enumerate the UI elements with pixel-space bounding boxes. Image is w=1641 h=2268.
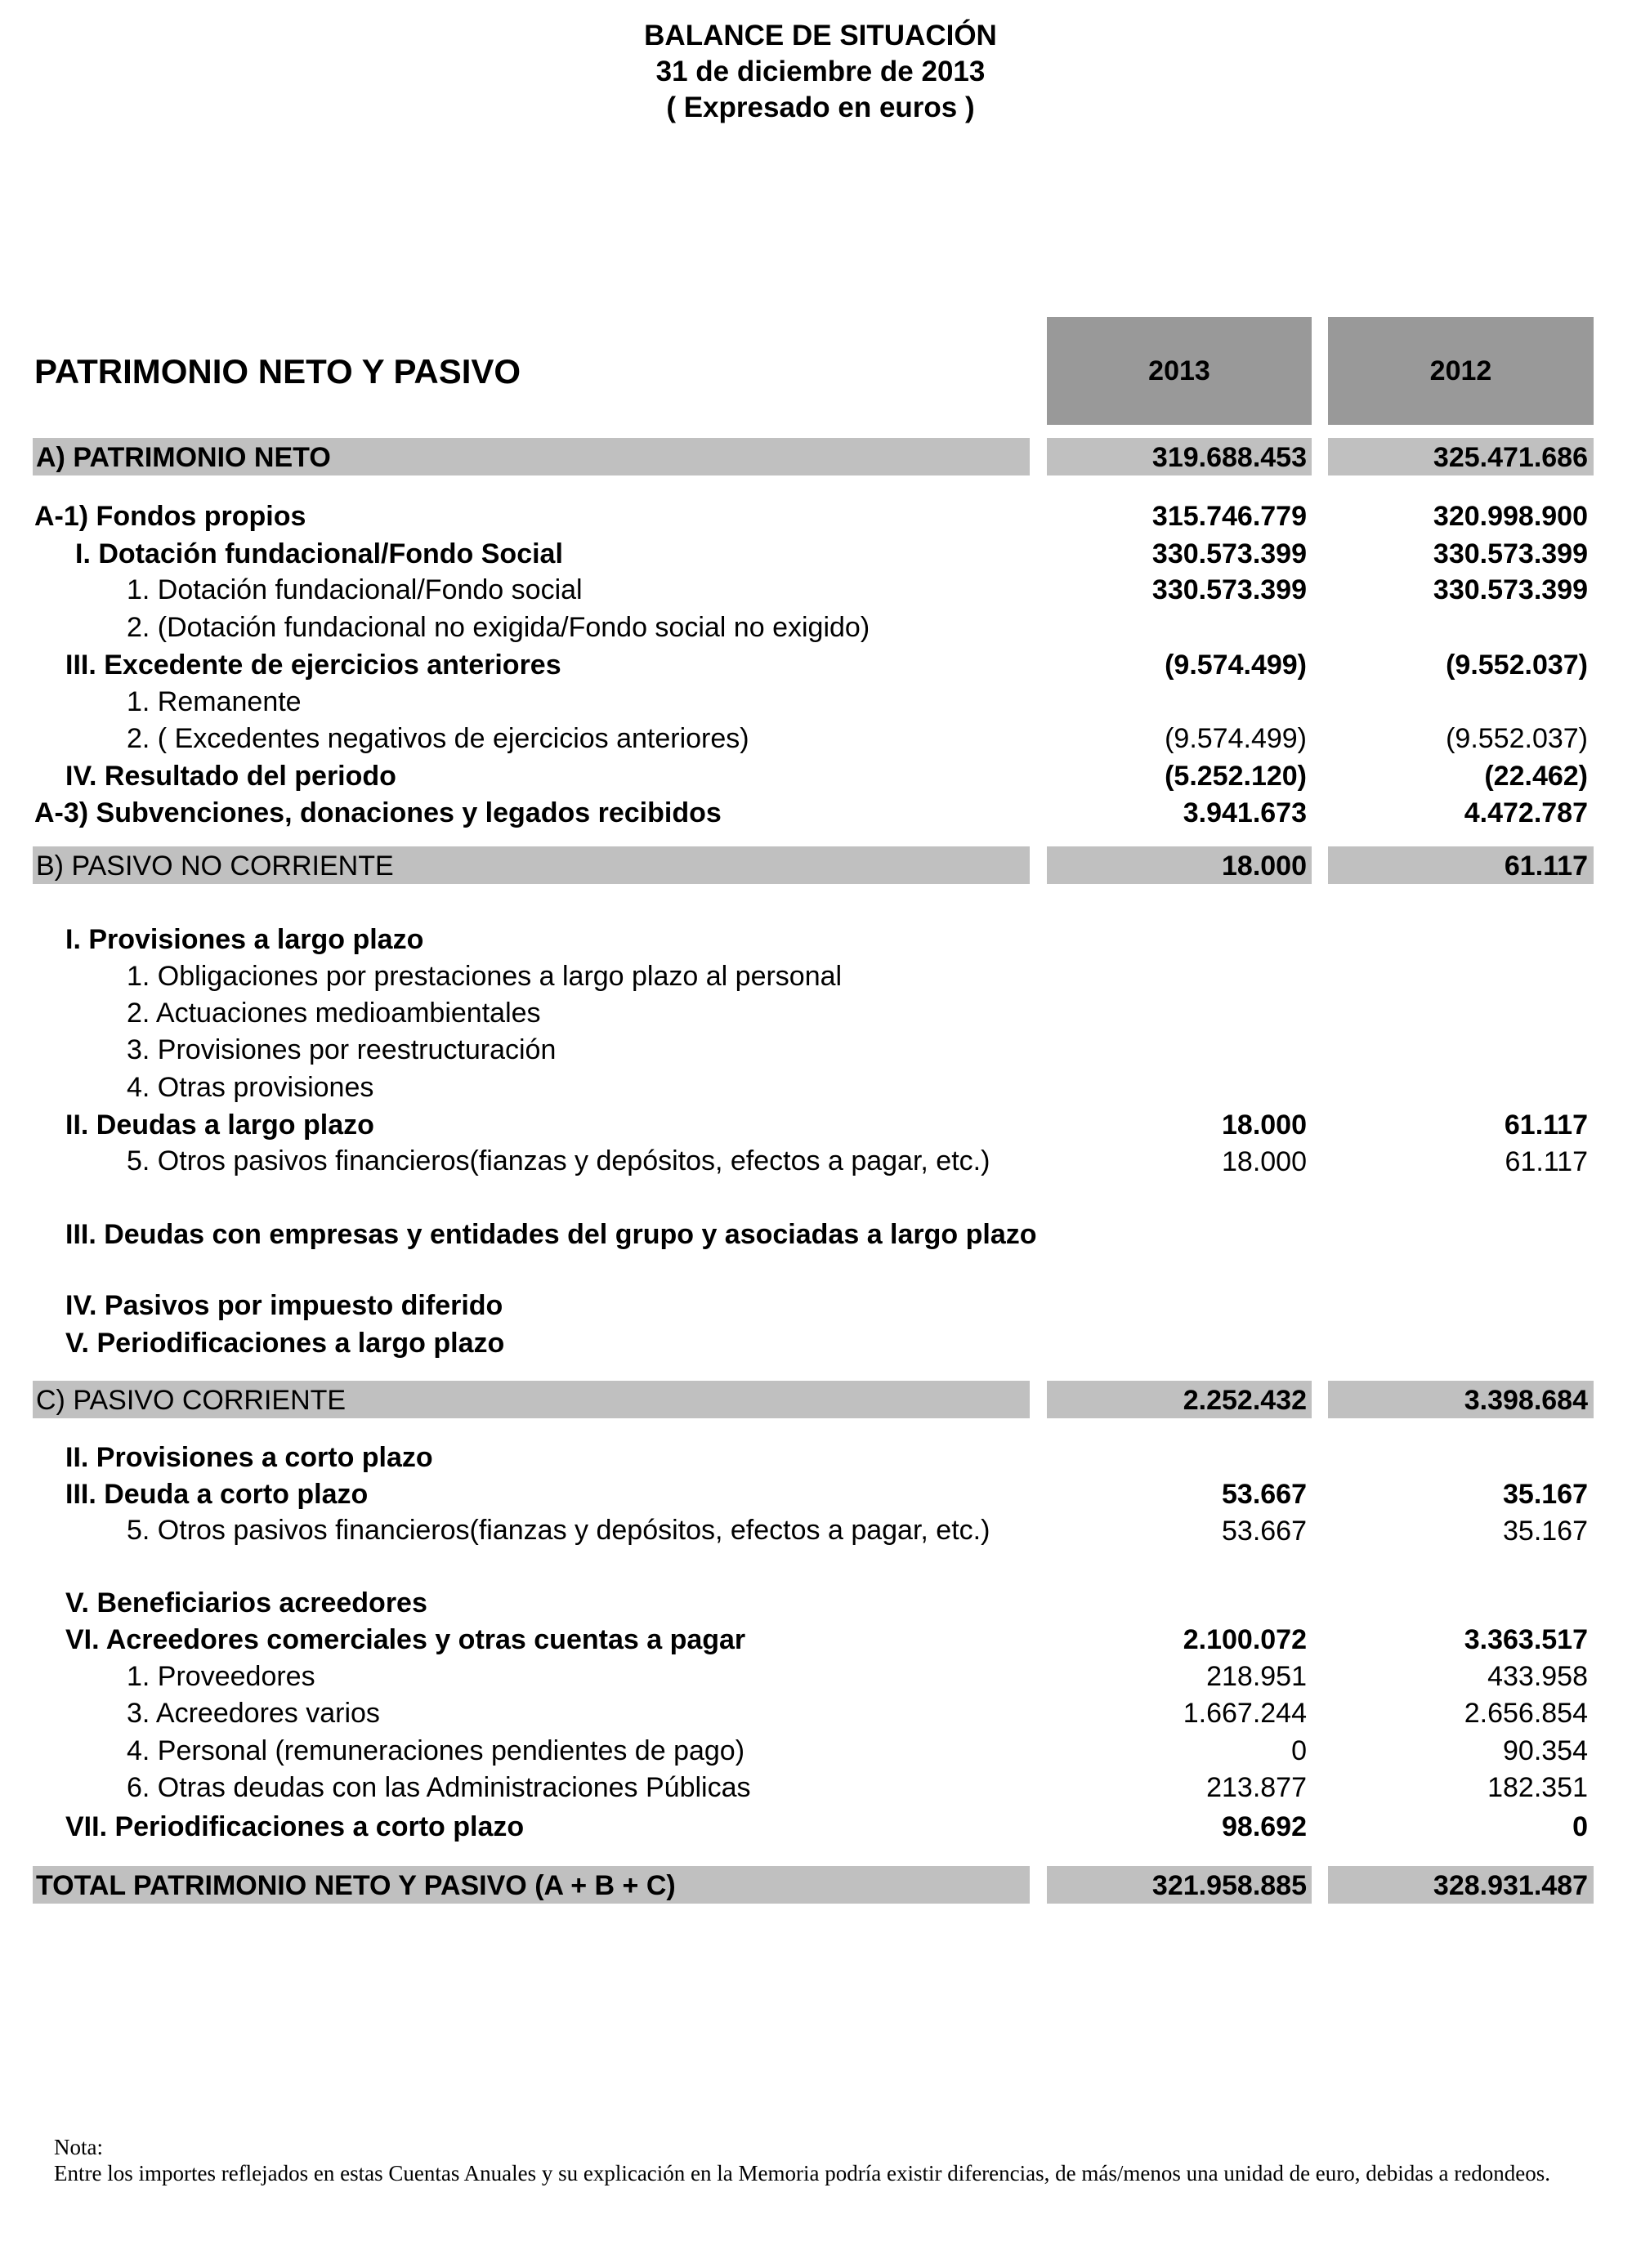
row-label: 4. Personal (remuneraciones pendientes de pago) xyxy=(127,1735,745,1766)
row-label: 1. Remanente xyxy=(127,686,302,717)
row-label: II. Deudas a largo plazo xyxy=(65,1109,374,1141)
document-title: BALANCE DE SITUACIÓN xyxy=(644,20,997,51)
row-label: 4. Otras provisiones xyxy=(127,1072,374,1103)
value-2012: 61.117 xyxy=(1504,1109,1588,1141)
value-2012: 61.117 xyxy=(1505,1146,1588,1177)
row-label: 3. Acreedores varios xyxy=(127,1698,380,1729)
value-2012: 90.354 xyxy=(1503,1735,1588,1766)
value-2013: (9.574.499) xyxy=(1165,650,1307,681)
row-label: 1. Dotación fundacional/Fondo social xyxy=(127,574,583,605)
footnote-title: Nota: xyxy=(54,2135,103,2159)
value-2013: 2.100.072 xyxy=(1183,1624,1307,1655)
row-label: A-1) Fondos propios xyxy=(34,501,306,532)
value-2012: (9.552.037) xyxy=(1446,650,1588,681)
footnote xyxy=(54,2134,1623,2186)
value-2013: 330.573.399 xyxy=(1151,574,1307,605)
row-label: II. Provisiones a corto plazo xyxy=(65,1442,433,1473)
value-2012: 330.573.399 xyxy=(1433,574,1588,605)
footnote-text: Entre los importes reflejados en estas Cuentas Anuales y su explicación en la Memoria podría existir diferencias, de más/menos una unidad de euro, debidas a redondeos. xyxy=(54,2161,1550,2185)
row-label: A) PATRIMONIO NETO xyxy=(36,442,331,473)
row-label: 6. Otras deudas con las Administraciones Públicas xyxy=(127,1772,751,1803)
section-title: PATRIMONIO NETO Y PASIVO xyxy=(34,352,521,391)
row-label: VII. Periodificaciones a corto plazo xyxy=(65,1811,525,1842)
value-2013: 53.667 xyxy=(1222,1479,1307,1510)
row-label: IV. Pasivos por impuesto diferido xyxy=(65,1290,503,1321)
row-label: 2. (Dotación fundacional no exigida/Fondo social no exigido) xyxy=(127,612,870,643)
value-2013: 315.746.779 xyxy=(1151,501,1307,532)
document-date: 31 de diciembre de 2013 xyxy=(655,56,986,87)
value-2013: 218.951 xyxy=(1206,1661,1307,1692)
value-2012: (9.552.037) xyxy=(1446,723,1588,754)
value-2012: 0 xyxy=(1572,1811,1588,1842)
value-2013: 1.667.244 xyxy=(1183,1698,1307,1729)
row-label: 1. Proveedores xyxy=(127,1661,315,1692)
value-2012: 61.117 xyxy=(1504,850,1588,882)
row-label: 5. Otros pasivos financieros(fianzas y depósitos, efectos a pagar, etc.) xyxy=(127,1145,990,1176)
row-label: 5. Otros pasivos financieros(fianzas y depósitos, efectos a pagar, etc.) xyxy=(127,1515,990,1546)
row-label: V. Beneficiarios acreedores xyxy=(65,1587,427,1618)
value-2013: 319.688.453 xyxy=(1151,442,1307,473)
column-header-2013: 2013 xyxy=(1047,317,1312,425)
value-2012: 330.573.399 xyxy=(1433,538,1588,569)
value-2012: 4.472.787 xyxy=(1464,797,1588,828)
value-2013: 3.941.673 xyxy=(1183,797,1307,828)
value-2012: 182.351 xyxy=(1487,1772,1588,1803)
row-label: III. Deudas con empresas y entidades del grupo y asociadas a largo plazo xyxy=(65,1219,1037,1250)
row-label: I. Provisiones a largo plazo xyxy=(65,924,424,955)
value-2012: 35.167 xyxy=(1503,1516,1588,1547)
row-label: V. Periodificaciones a largo plazo xyxy=(65,1328,505,1359)
value-2013: 0 xyxy=(1291,1735,1307,1766)
row-label: C) PASIVO CORRIENTE xyxy=(36,1385,347,1416)
value-2013: 18.000 xyxy=(1222,1109,1307,1141)
column-header-2012: 2012 xyxy=(1328,317,1594,425)
value-2013: 18.000 xyxy=(1222,1146,1307,1177)
value-2012: 433.958 xyxy=(1487,1661,1588,1692)
row-label: 1. Obligaciones por prestaciones a largo plazo al personal xyxy=(127,961,843,992)
row-label: TOTAL PATRIMONIO NETO Y PASIVO (A + B + C) xyxy=(36,1870,676,1901)
value-2013: 213.877 xyxy=(1206,1772,1307,1803)
value-2012: 328.931.487 xyxy=(1433,1870,1588,1901)
value-2012: 2.656.854 xyxy=(1464,1698,1588,1729)
value-2013: 321.958.885 xyxy=(1151,1870,1307,1901)
row-label: 3. Provisiones por reestructuración xyxy=(127,1034,557,1065)
value-2013: 18.000 xyxy=(1222,850,1307,882)
value-2013: 98.692 xyxy=(1222,1811,1307,1842)
value-2013: 2.252.432 xyxy=(1183,1385,1307,1416)
row-label: III. Deuda a corto plazo xyxy=(65,1479,369,1510)
value-2013: 53.667 xyxy=(1222,1516,1307,1547)
document-header xyxy=(0,18,1641,126)
value-2013: 330.573.399 xyxy=(1151,538,1307,569)
row-label: IV. Resultado del periodo xyxy=(65,761,396,792)
row-label: III. Excedente de ejercicios anteriores xyxy=(65,650,561,681)
value-2012: 35.167 xyxy=(1503,1479,1588,1510)
row-label: I. Dotación fundacional/Fondo Social xyxy=(75,538,563,569)
value-2012: (22.462) xyxy=(1484,761,1588,792)
value-2013: (9.574.499) xyxy=(1165,723,1307,754)
row-label: 2. ( Excedentes negativos de ejercicios anteriores) xyxy=(127,723,749,754)
row-label: B) PASIVO NO CORRIENTE xyxy=(36,850,394,882)
row-label: 2. Actuaciones medioambientales xyxy=(127,998,541,1029)
value-2012: 320.998.900 xyxy=(1433,501,1588,532)
value-2013: (5.252.120) xyxy=(1165,761,1307,792)
document-units: ( Expresado en euros ) xyxy=(666,92,975,123)
value-2012: 3.363.517 xyxy=(1464,1624,1588,1655)
row-label: A-3) Subvenciones, donaciones y legados recibidos xyxy=(34,797,722,828)
value-2012: 3.398.684 xyxy=(1464,1385,1588,1416)
row-label: VI. Acreedores comerciales y otras cuentas a pagar xyxy=(65,1624,746,1655)
value-2012: 325.471.686 xyxy=(1433,442,1588,473)
